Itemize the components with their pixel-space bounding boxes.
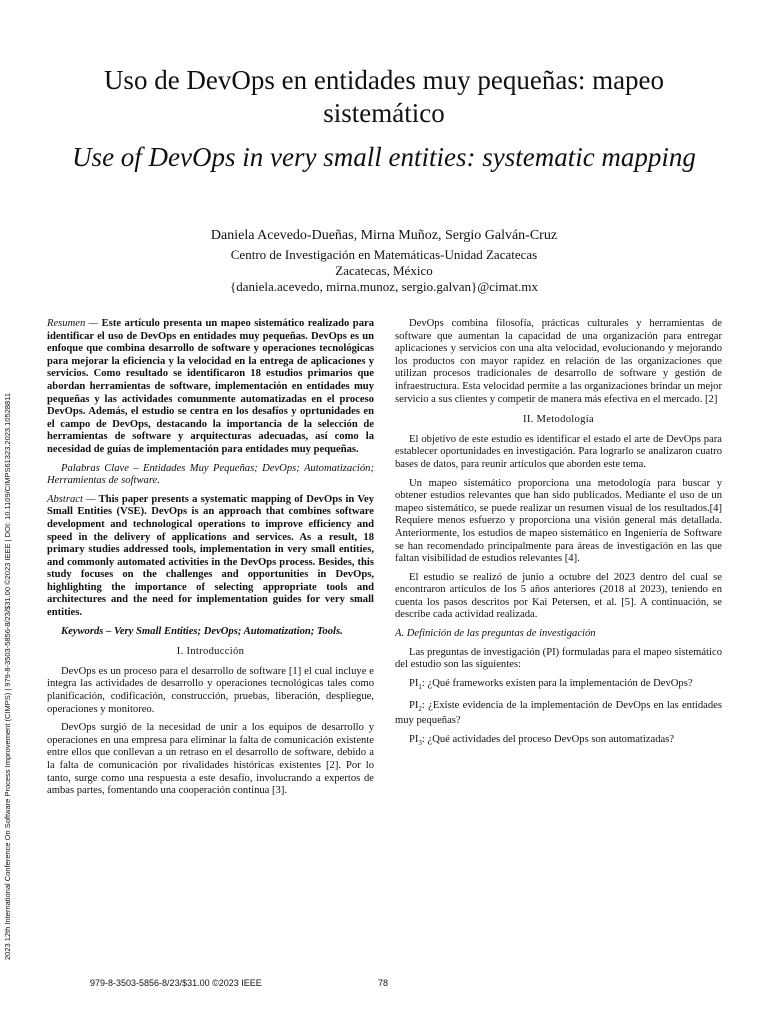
author-block bbox=[40, 228, 728, 295]
side-identifier: 2023 12th International Conference On Software Process Improvement (CIMPS) | 979-8-3503-5856-8/23/$31.00 ©2023 IEEE | DOI: 10.1109/CIMPS61323.2023.10528811 bbox=[3, 393, 12, 960]
research-question-2 bbox=[395, 700, 722, 728]
method-paragraph-1: El objetivo de este estudio es identificar el estado el arte de DevOps para establecer oportunidades en investigación. Para lograrlo se analizaron cuatro bases de datos, para reunir artículos que aborden este tema. bbox=[395, 433, 722, 470]
footer-isbn: 979-8-3503-5856-8/23/$31.00 ©2023 IEEE bbox=[90, 978, 262, 988]
resumen-text: Este artículo presenta un mapeo sistemático realizado para identificar el uso de DevOps en entidades muy pequeñas. DevOps es un enfoque que combina desarrollo de software y operaciones tecnológicas para mejorar la eficiencia y la velocidad en la entrega de aplicaciones y servicios. Como resultado se identificaron 18 estudios primarios que abordan herramientas de software, implementación en entidades muy pequeñas y las actividades comunmente automatizadas en el proceso DevOps. Además, el estudio se centra en los desafíos y oprtunidades en el campo de DevOps, destacando la importancia de la selección de herramientas de software y arquitecturas adecuadas, así como la necesidad de guías de implementación para entidades muy pequeñas. bbox=[47, 318, 374, 455]
pi2-subscript: 2 bbox=[418, 704, 422, 713]
abstract-text: This paper presents a systematic mapping of DevOps in Vey Small Entities (VSE). DevOps is an approach that combines software development and technological operations to improve efficiency and speed in the delivery of applications and services. As a result, 18 primary studies addressed tools, implementation in very small entities, and commonly automated activities in the DevOps process. Besides, this study focuses on the challenges and opportunities in DevOps, highlighting the importance of selecting appropriate tools and architectures and the need for implementation guides for very small entities. bbox=[47, 493, 375, 619]
affiliation: Centro de Investigación en Matemáticas-Unidad Zacatecas bbox=[230, 247, 538, 262]
palabras-clave: Palabras Clave – Entidades Muy Pequeñas; DevOps; Automatización; Herramientas de software. bbox=[47, 462, 374, 487]
devops-paragraph: DevOps combina filosofía, prácticas culturales y herramientas de software que aumentan la capacidad de una organización para entregar aplicaciones y servicios con una alta velocidad, evolucionando y mejorando los productos con mayor rapidez en relación de las organizaciones que utilizan procesos tradicionales de desarrollo de software y gestión de infraestructura. Esta velocidad permite a las organizaciones brindar un mejor servicio a sus clientes y competir de manera más efectiva en el mercado. [2] bbox=[395, 318, 722, 405]
pi2-text: : ¿Existe evidencia de la implementación de DevOps en las entidades muy pequeñas? bbox=[395, 699, 722, 727]
section-heading-methodology: II. Metodología bbox=[523, 414, 594, 426]
paper-title-english: Use of DevOps in very small entities: systematic mapping bbox=[72, 142, 696, 172]
page-number: 78 bbox=[378, 978, 389, 988]
pi3-subscript: 3 bbox=[418, 738, 422, 747]
resumen-label: Resumen — bbox=[47, 318, 99, 329]
location: Zacatecas, México bbox=[335, 263, 433, 278]
pi2-label: PI bbox=[409, 699, 419, 711]
research-question-3 bbox=[395, 734, 722, 750]
subsection-heading-a: A. Definición de las preguntas de investigación bbox=[395, 628, 596, 640]
subsection-a-paragraph: Las preguntas de investigación (PI) formuladas para el mapeo sistemático del estudio son las siguientes: bbox=[395, 646, 722, 671]
method-paragraph-3: El estudio se realizó de junio a octubre del 2023 dentro del cual se encontraron artículos de los 5 años anteriores (2018 al 2023), teniendo en cuenta los pasos descritos por Kai Petersen, et al. [5]. A continuación, se describe cada actividad realizada. bbox=[395, 571, 722, 621]
section-heading-introduction: I. Introducción bbox=[176, 646, 245, 658]
intro-paragraph-2: DevOps surgió de la necesidad de unir a los equipos de desarrollo y operaciones en una empresa para eliminar la falta de comunicación existente entre ellos que conllevan a un retraso en el desarrollo de software, debido a la falta de comunicación por rivalidades históricas existentes [2]. Por lo tanto, surge como una respuesta a este desafío, involucrando a expertos de ambas partes, fomentando una cooperación continua [3]. bbox=[47, 722, 374, 797]
author-names: Daniela Acevedo-Dueñas, Mirna Muñoz, Sergio Galván-Cruz bbox=[210, 228, 558, 243]
paper-title-spanish: Uso de DevOps en entidades muy pequeñas: mapeo sistemático bbox=[103, 65, 665, 128]
method-paragraph-2: Un mapeo sistemático proporciona una metodología para buscar y obtener estudios relevantes que han sido publicados. Mediante el uso de un mapeo sistemático, se puede realizar un resumen visual de los resultados.[4] Requiere menos esfuerzo y proporciona una visión general más detallada. Anteriormente, los estudios de mapeo sistemático en Ingeniería de Software se han recomendado principalmente para áreas de investigación en las que faltan visibilidad de estudios relevantes [4]. bbox=[395, 477, 722, 565]
pi1-text: : ¿Qué frameworks existen para la implementación de DevOps? bbox=[421, 677, 693, 689]
right-column bbox=[395, 318, 722, 756]
abstract-label: Abstract — bbox=[47, 493, 96, 505]
keywords-english: Keywords – Very Small Entities; DevOps; Automatization; Tools. bbox=[61, 625, 343, 637]
pi3-text: : ¿Qué actividades del proceso DevOps son automatizadas? bbox=[421, 733, 675, 745]
intro-paragraph-1: DevOps es un proceso para el desarrollo de software [1] el cual incluye e integra las actividades de desarrollo y operaciones tecnológicas tales como planificación, codificación, construcción, pruebas, liberación, despliegue, operaciones y monitoreo. bbox=[47, 665, 374, 715]
abstract-paragraph bbox=[47, 494, 374, 620]
resumen-paragraph bbox=[47, 318, 374, 457]
author-emails: {daniela.acevedo, mirna.munoz, sergio.galvan}@cimat.mx bbox=[230, 279, 538, 294]
pi3-label: PI bbox=[409, 733, 419, 745]
left-column bbox=[47, 318, 374, 804]
pi1-subscript: 1 bbox=[418, 682, 422, 691]
pi1-label: PI bbox=[409, 677, 419, 689]
research-question-1 bbox=[395, 678, 722, 694]
